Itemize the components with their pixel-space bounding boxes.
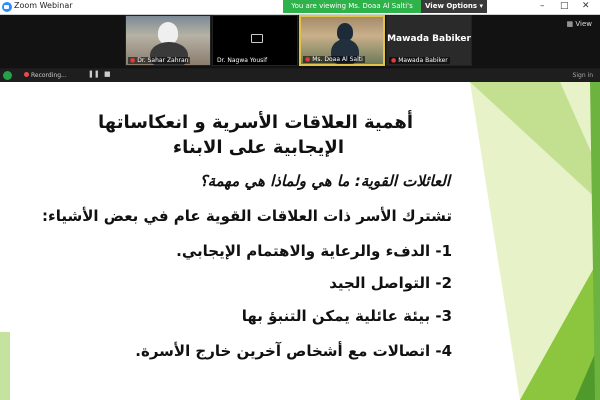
camera-off-icon xyxy=(251,34,263,43)
participant-name: ● Mawada Babiker xyxy=(391,57,448,64)
slide-subtitle: العائلات القوية: ما هي ولماذا هي مهمة؟ xyxy=(199,172,450,190)
zoom-logo-icon xyxy=(2,2,12,12)
sign-in-link[interactable]: Sign in xyxy=(572,72,593,79)
pause-recording-icon[interactable]: ❚❚ xyxy=(88,70,100,78)
participant-tile[interactable] xyxy=(386,15,472,66)
minimize-icon[interactable]: – xyxy=(540,1,545,11)
participant-tile[interactable] xyxy=(212,15,298,66)
slide-title-line1: أهمية العلاقات الأسرية و انعكاساتها xyxy=(98,112,413,133)
mic-muted-icon: ● xyxy=(305,56,311,63)
window-title: Zoom Webinar xyxy=(14,1,73,10)
featured-participant-name: Mawada Babiker xyxy=(387,34,471,44)
stop-recording-icon[interactable]: ■ xyxy=(104,70,111,78)
slide-list-item: 3- بيئة عائلية يمكن التنبؤ بها xyxy=(241,307,452,325)
slide-intro: تشترك الأسر ذات العلاقات القوية عام في بعض الأشياء: xyxy=(42,207,452,225)
participant-tile[interactable] xyxy=(125,15,211,66)
slide-title-line2: الإيجابية على الابناء xyxy=(172,137,344,158)
participant-name: ● Dr. Sahar Zahran xyxy=(130,57,189,64)
viewing-banner: You are viewing Ms. Doaa Al Salti's xyxy=(283,0,421,13)
view-label: View xyxy=(575,20,592,28)
slide-list-item: 1- الدفء والرعاية والاهتمام الإيجابي. xyxy=(176,242,452,260)
close-icon[interactable]: ✕ xyxy=(582,1,590,11)
mic-muted-icon: ● xyxy=(130,57,136,64)
meeting-toolbar xyxy=(0,69,600,82)
view-options-button[interactable] xyxy=(421,0,487,13)
view-options-label: View Options xyxy=(425,2,478,10)
slide-list-item: 4- اتصالات مع أشخاص آخرين خارج الأسرة. xyxy=(135,342,452,360)
view-button[interactable] xyxy=(567,20,592,28)
security-shield-icon[interactable] xyxy=(3,71,12,80)
recording-indicator: Recording... xyxy=(24,70,74,81)
record-dot-icon xyxy=(24,72,29,77)
participant-tile-active-speaker[interactable] xyxy=(299,15,385,66)
grid-icon: ▦ xyxy=(566,20,574,28)
maximize-icon[interactable]: □ xyxy=(560,1,569,11)
decoration-shape xyxy=(0,332,10,400)
mic-muted-icon: ● xyxy=(391,57,397,64)
chevron-down-icon: ▾ xyxy=(479,2,483,10)
participant-name: ● Ms. Doaa Al Salti xyxy=(305,56,363,63)
slide-list-item: 2- التواصل الجيد xyxy=(329,274,452,292)
participant-figure xyxy=(158,22,178,44)
shared-screen-slide xyxy=(0,82,600,400)
participant-name: Dr. Nagwa Yousif xyxy=(217,57,268,64)
